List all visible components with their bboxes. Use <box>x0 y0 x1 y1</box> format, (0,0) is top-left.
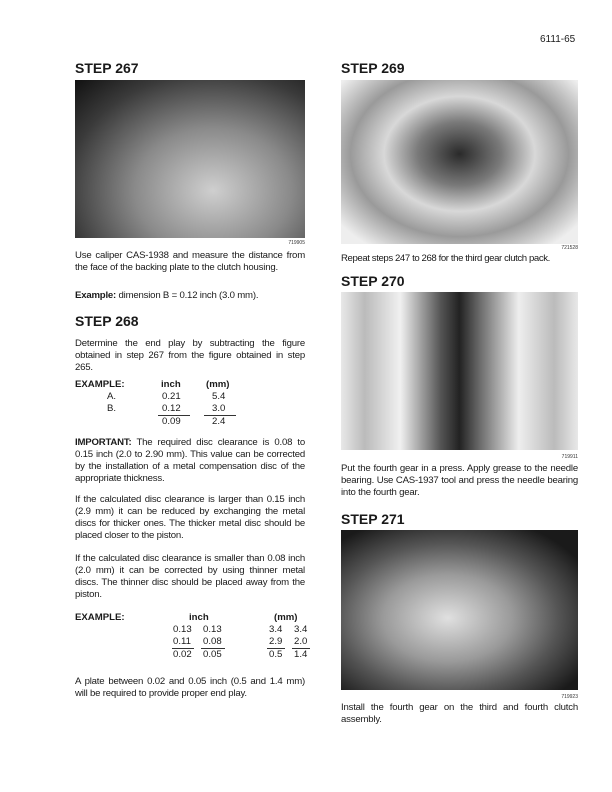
step-267-example <box>75 290 305 302</box>
example-table-2 <box>75 612 315 662</box>
step-267-heading: STEP 267 <box>75 60 139 76</box>
cell: 0.12 <box>162 403 181 414</box>
step-271-photo <box>341 530 578 690</box>
cell: 0.08 <box>203 636 222 647</box>
cell: 3.4 <box>269 624 283 635</box>
figure-number: 719911 <box>561 454 578 460</box>
cell: 0.5 <box>269 649 283 660</box>
step-269-heading: STEP 269 <box>341 60 405 76</box>
example-label: EXAMPLE: <box>75 379 125 390</box>
cell: 1.4 <box>294 649 308 660</box>
cell: 0.09 <box>162 416 181 427</box>
step-271-text: Install the fourth gear on the third and fourth clutch assembly. <box>341 702 578 725</box>
step-271-heading: STEP 271 <box>341 511 405 527</box>
col-inch: inch <box>161 379 181 390</box>
important-note <box>75 437 305 485</box>
step-267-text: Use caliper CAS-1938 and measure the distance from the face of the backing plate to the clutch housing. <box>75 250 305 273</box>
cell: 2.0 <box>294 636 308 647</box>
col-inch: inch <box>189 612 209 623</box>
figure-number: 719905 <box>288 240 305 246</box>
important-text: The required disc clearance is 0.08 to 0.15 inch (2.0 to 2.90 mm). This value can be corrected by the installation of a metal compensation disc of the appropriate thickness. <box>75 437 305 484</box>
step-269-photo <box>341 80 578 244</box>
cell: 0.11 <box>173 636 191 647</box>
example-table-1 <box>75 379 305 429</box>
col-mm: (mm) <box>274 612 298 623</box>
step-270-photo <box>341 292 578 450</box>
step-270-text: Put the fourth gear in a press. Apply grease to the needle bearing. Use CAS-1937 tool and press the needle bearing into the fourth gear. <box>341 463 578 498</box>
cell: 0.05 <box>203 649 222 660</box>
figure-number: 721528 <box>561 245 578 251</box>
cell: 0.02 <box>173 649 192 660</box>
cell: 3.4 <box>294 624 308 635</box>
col-mm: (mm) <box>206 379 230 390</box>
example-label: EXAMPLE: <box>75 612 125 623</box>
para-larger: If the calculated disc clearance is larger than 0.15 inch (2.9 mm) it can be reduced by exchanging the metal discs for thicker ones. The thicker metal disc should be placed closer to the piston. <box>75 494 305 541</box>
example-text: dimension B = 0.12 inch (3.0 mm). <box>116 290 259 301</box>
row-label: A. <box>107 391 117 402</box>
step-268-heading: STEP 268 <box>75 313 139 329</box>
page-number: 6111-65 <box>540 34 576 45</box>
example-label: Example: <box>75 290 117 301</box>
cell: 3.0 <box>212 403 226 414</box>
step-268-text: Determine the end play by subtracting the figure obtained in step 267 from the figure obtained in step 265. <box>75 338 305 373</box>
cell: 2.4 <box>212 416 226 427</box>
cell: 5.4 <box>212 391 226 402</box>
figure-number: 719923 <box>561 694 578 700</box>
step-267-photo <box>75 80 305 238</box>
cell: 0.21 <box>162 391 181 402</box>
cell: 2.9 <box>269 636 283 647</box>
cell: 0.13 <box>173 624 192 635</box>
cell: 0.13 <box>203 624 222 635</box>
step-269-text: Repeat steps 247 to 268 for the third gear clutch pack. <box>341 253 550 264</box>
step-270-heading: STEP 270 <box>341 273 405 289</box>
row-label: B. <box>107 403 117 414</box>
para-smaller: If the calculated disc clearance is smaller than 0.08 inch (2.0 mm) it can be corrected by using thinner metal discs. The thinner disc should be placed away from the piston. <box>75 553 305 600</box>
important-label: IMPORTANT: <box>75 437 132 448</box>
final-text: A plate between 0.02 and 0.05 inch (0.5 and 1.4 mm) will be required to provide proper end play. <box>75 676 305 699</box>
